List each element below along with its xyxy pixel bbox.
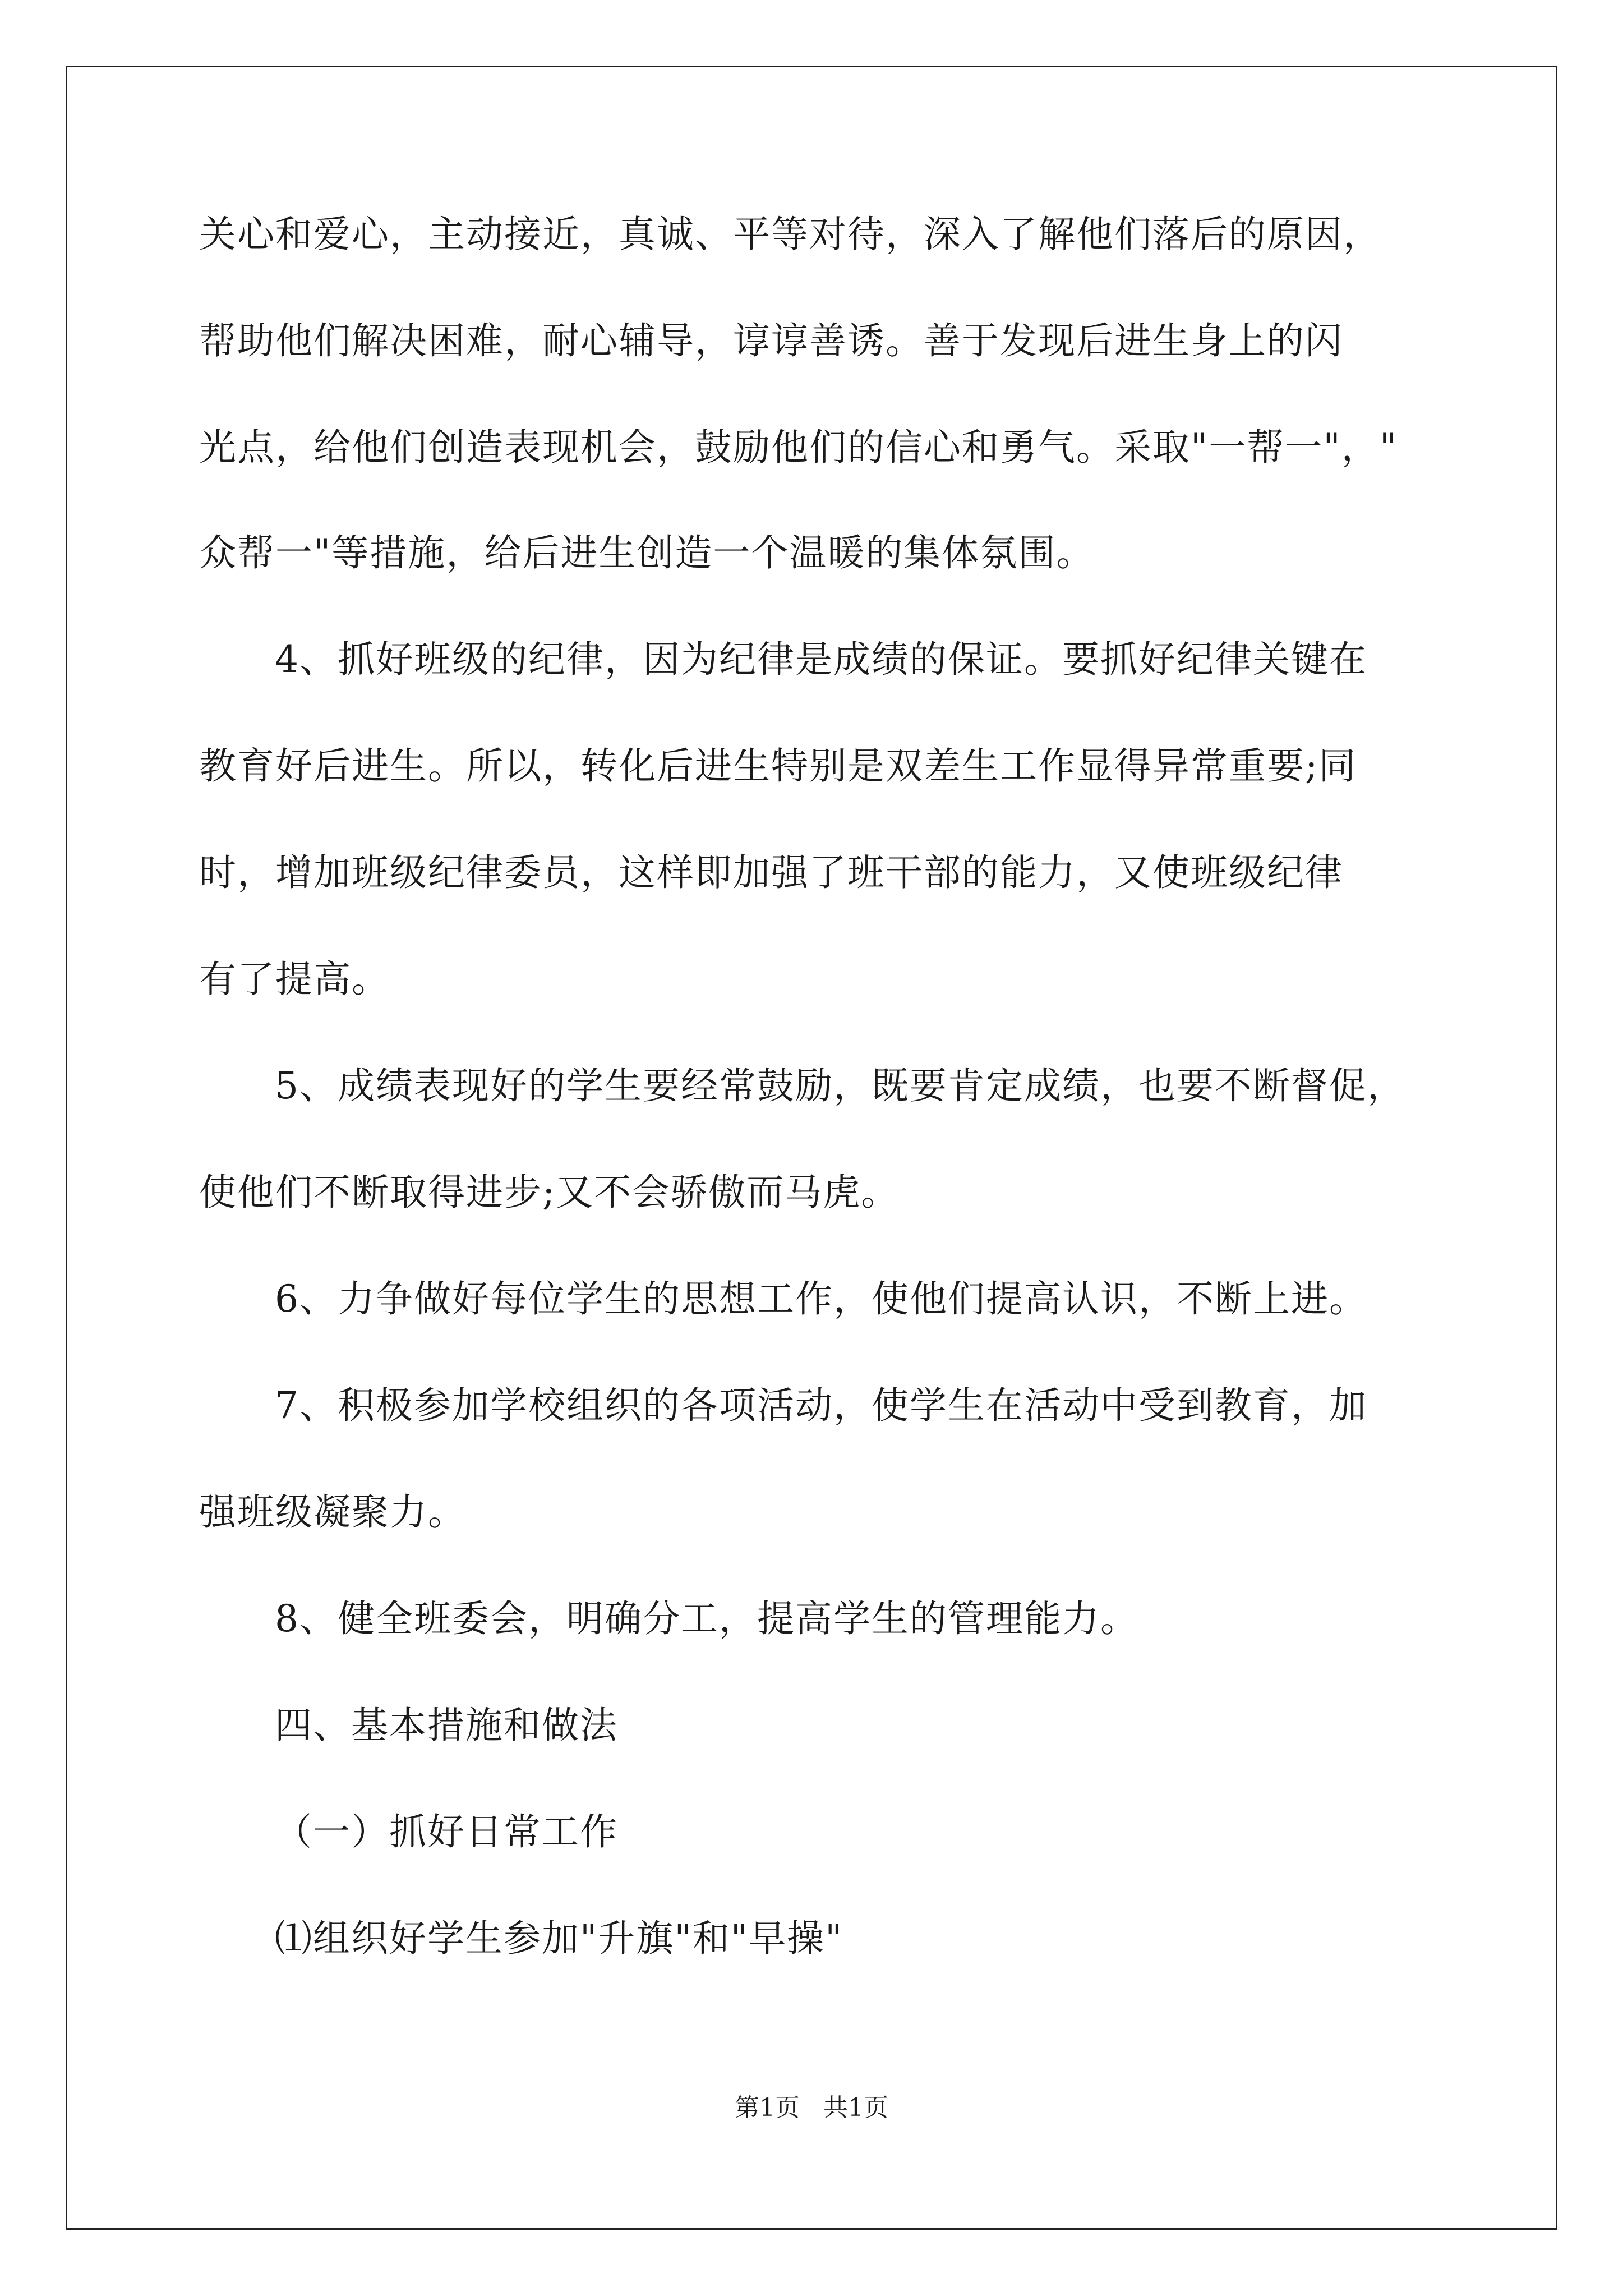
- body-line-8: 有了提高。: [199, 958, 390, 1001]
- subsection-heading: （一）抓好日常工作: [275, 1810, 618, 1853]
- body-line-13: 强班级凝聚力。: [199, 1490, 466, 1534]
- paragraph-5-start: 5、成绩表现好的学生要经常鼓励，既要肯定成绩，也要不断督促，: [275, 1064, 1405, 1107]
- page-border: [66, 66, 1557, 2230]
- body-line-4: 众帮一"等措施，给后进生创造一个温暖的集体氛围。: [199, 531, 1095, 574]
- body-line-2: 帮助他们解决困难，耐心辅导，谆谆善诱。善于发现后进生身上的闪: [199, 319, 1343, 362]
- page-footer: 第1页 共1页: [735, 2093, 888, 2122]
- paragraph-7-start: 7、积极参加学校组织的各项活动，使学生在活动中受到教育，加: [275, 1384, 1367, 1427]
- body-line-10: 使他们不断取得进步;又不会骄傲而马虎。: [199, 1171, 900, 1214]
- body-line-1: 关心和爱心，主动接近，真诚、平等对待，深入了解他们落后的原因，: [199, 213, 1381, 256]
- body-line-6: 教育好后进生。所以，转化后进生特别是双差生工作显得异常重要;同: [199, 744, 1357, 788]
- paragraph-8: 8、健全班委会，明确分工，提高学生的管理能力。: [275, 1597, 1138, 1640]
- list-item-1: ⑴组织好学生参加"升旗"和"早操": [275, 1917, 843, 1960]
- body-line-3: 光点，给他们创造表现机会，鼓励他们的信心和勇气。采取"一帮一"，": [199, 426, 1398, 469]
- section-heading: 四、基本措施和做法: [275, 1704, 618, 1747]
- paragraph-4-start: 4、抓好班级的纪律，因为纪律是成绩的保证。要抓好纪律关键在: [275, 638, 1367, 681]
- body-line-7: 时，增加班级纪律委员，这样即加强了班干部的能力，又使班级纪律: [199, 851, 1343, 894]
- paragraph-6: 6、力争做好每位学生的思想工作，使他们提高认识，不断上进。: [275, 1277, 1367, 1320]
